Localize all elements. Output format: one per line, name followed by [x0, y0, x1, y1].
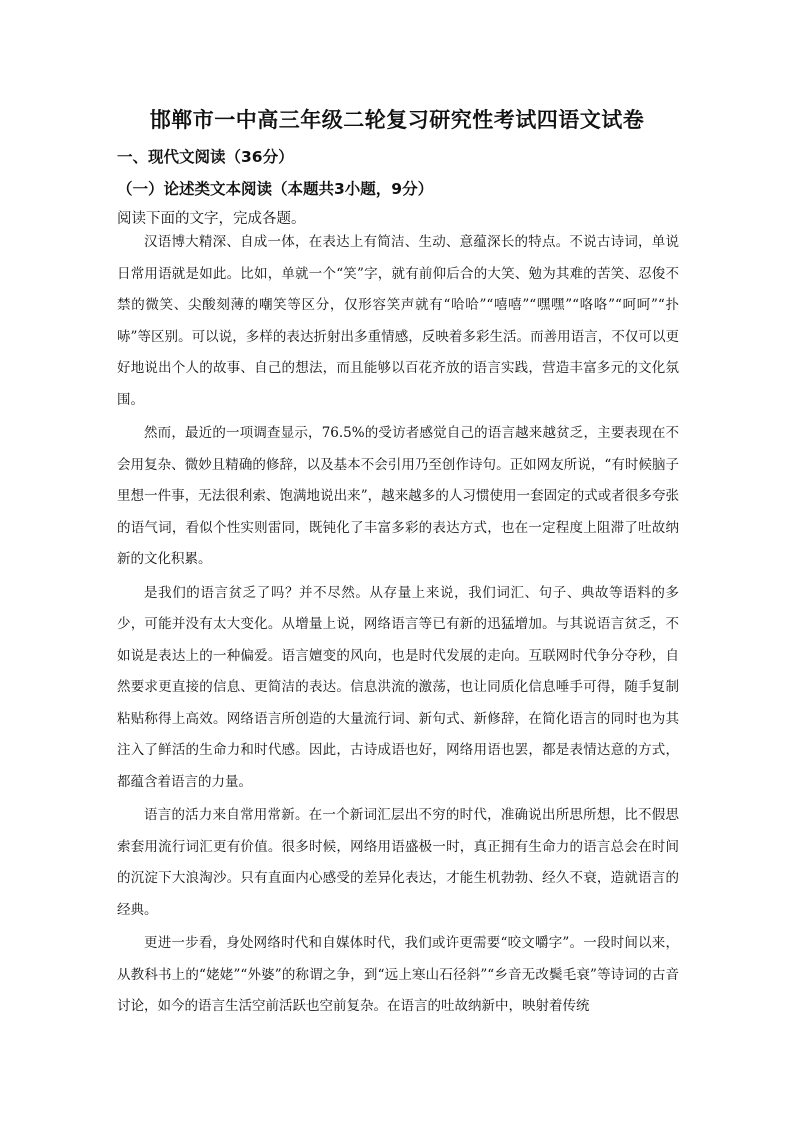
passage-paragraph-3: 是我们的语言贫乏了吗？并不尽然。从存量上来说，我们词汇、句子、典故等语料的多少，可能并没有太大变化。从增量上说，网络语言等已有新的迅猛增加。与其说语言贫乏，不如说是表达上的一种偏爱。语言嬗变的风向，也是时代发展的走向。互联网时代争分夺秒，自然要求更直接的信息、更简洁的表达。信息洪流的激荡，也让同质化信息唾手可得，随手复制粘贴称得上高效。网络语言所创造的大量流行词、新句式、新修辞，在简化语言的同时也为其注入了鲜活的生命力和时代感。因此，古诗成语也好，网络用语也罢，都是表情达意的方式，都蕴含着语言的力量。: [117, 584, 679, 790]
passage-paragraph-4: 语言的活力来自常用常新。在一个新词汇层出不穷的时代，准确说出所思所想，比不假思索套用流行词汇更有价值。很多时候，网络用语盛极一时，真正拥有生命力的语言总会在时间的沉淀下大浪淘沙。只有直面内心感受的差异化表达，才能生机勃勃、经久不衰，造就语言的经典。: [117, 807, 679, 918]
exam-title: 邯郸市一中高三年级二轮复习研究性考试四语文试卷: [149, 107, 645, 132]
passage-paragraph-5: 更进一步看，身处网络时代和自媒体时代，我们或许更需要“咬文嚼字”。一段时间以来，从教科书上的“姥姥”“外婆”的称谓之争，到“远上寒山石径斜”“乡音无改鬓毛衰”等诗词的古音讨论，如今的语言生活空前活跃也空前复杂。在语言的吐故纳新中，映射着传统: [117, 935, 679, 1014]
section-heading: 一、现代文阅读（36分）: [117, 148, 294, 166]
subsection-heading: （一）论述类文本阅读（本题共3小题，9分）: [117, 180, 434, 198]
passage-paragraph-2: 然而，最近的一项调查显示，76.5%的受访者感觉自己的语言越来越贫乏，主要表现在不会用复杂、微妙且精确的修辞，以及基本不会引用乃至创作诗句。正如网友所说，“有时候脑子里想一件事，无法很利索、饱满地说出来”，越来越多的人习惯使用一套固定的式或者很多夸张的语气词，看似个性实则雷同，既钝化了丰富多彩的表达方式，也在一定程度上阻滞了吐故纳新的文化积累。: [117, 425, 679, 567]
reading-instruction: 阅读下面的文字，完成各题。: [117, 211, 306, 227]
reading-passage: [117, 227, 679, 1025]
passage-paragraph-1: 汉语博大精深、自成一体，在表达上有简洁、生动、意蕴深长的特点。不说古诗词，单说日常用语就是如此。比如，单就一个“笑”字，就有前仰后合的大笑、勉为其难的苦笑、忍俊不禁的微笑、尖酸刻薄的嘲笑等区分，仅形容笑声就有“哈哈”“嘻嘻”“嘿嘿”“咯咯”“呵呵”“扑哧”等区别。可以说，多样的表达折射出多重情感，反映着多彩生活。而善用语言，不仅可以更好地说出个人的故事、自己的想法，而且能够以百花齐放的语言实践，营造丰富多元的文化氛围。: [117, 234, 679, 408]
